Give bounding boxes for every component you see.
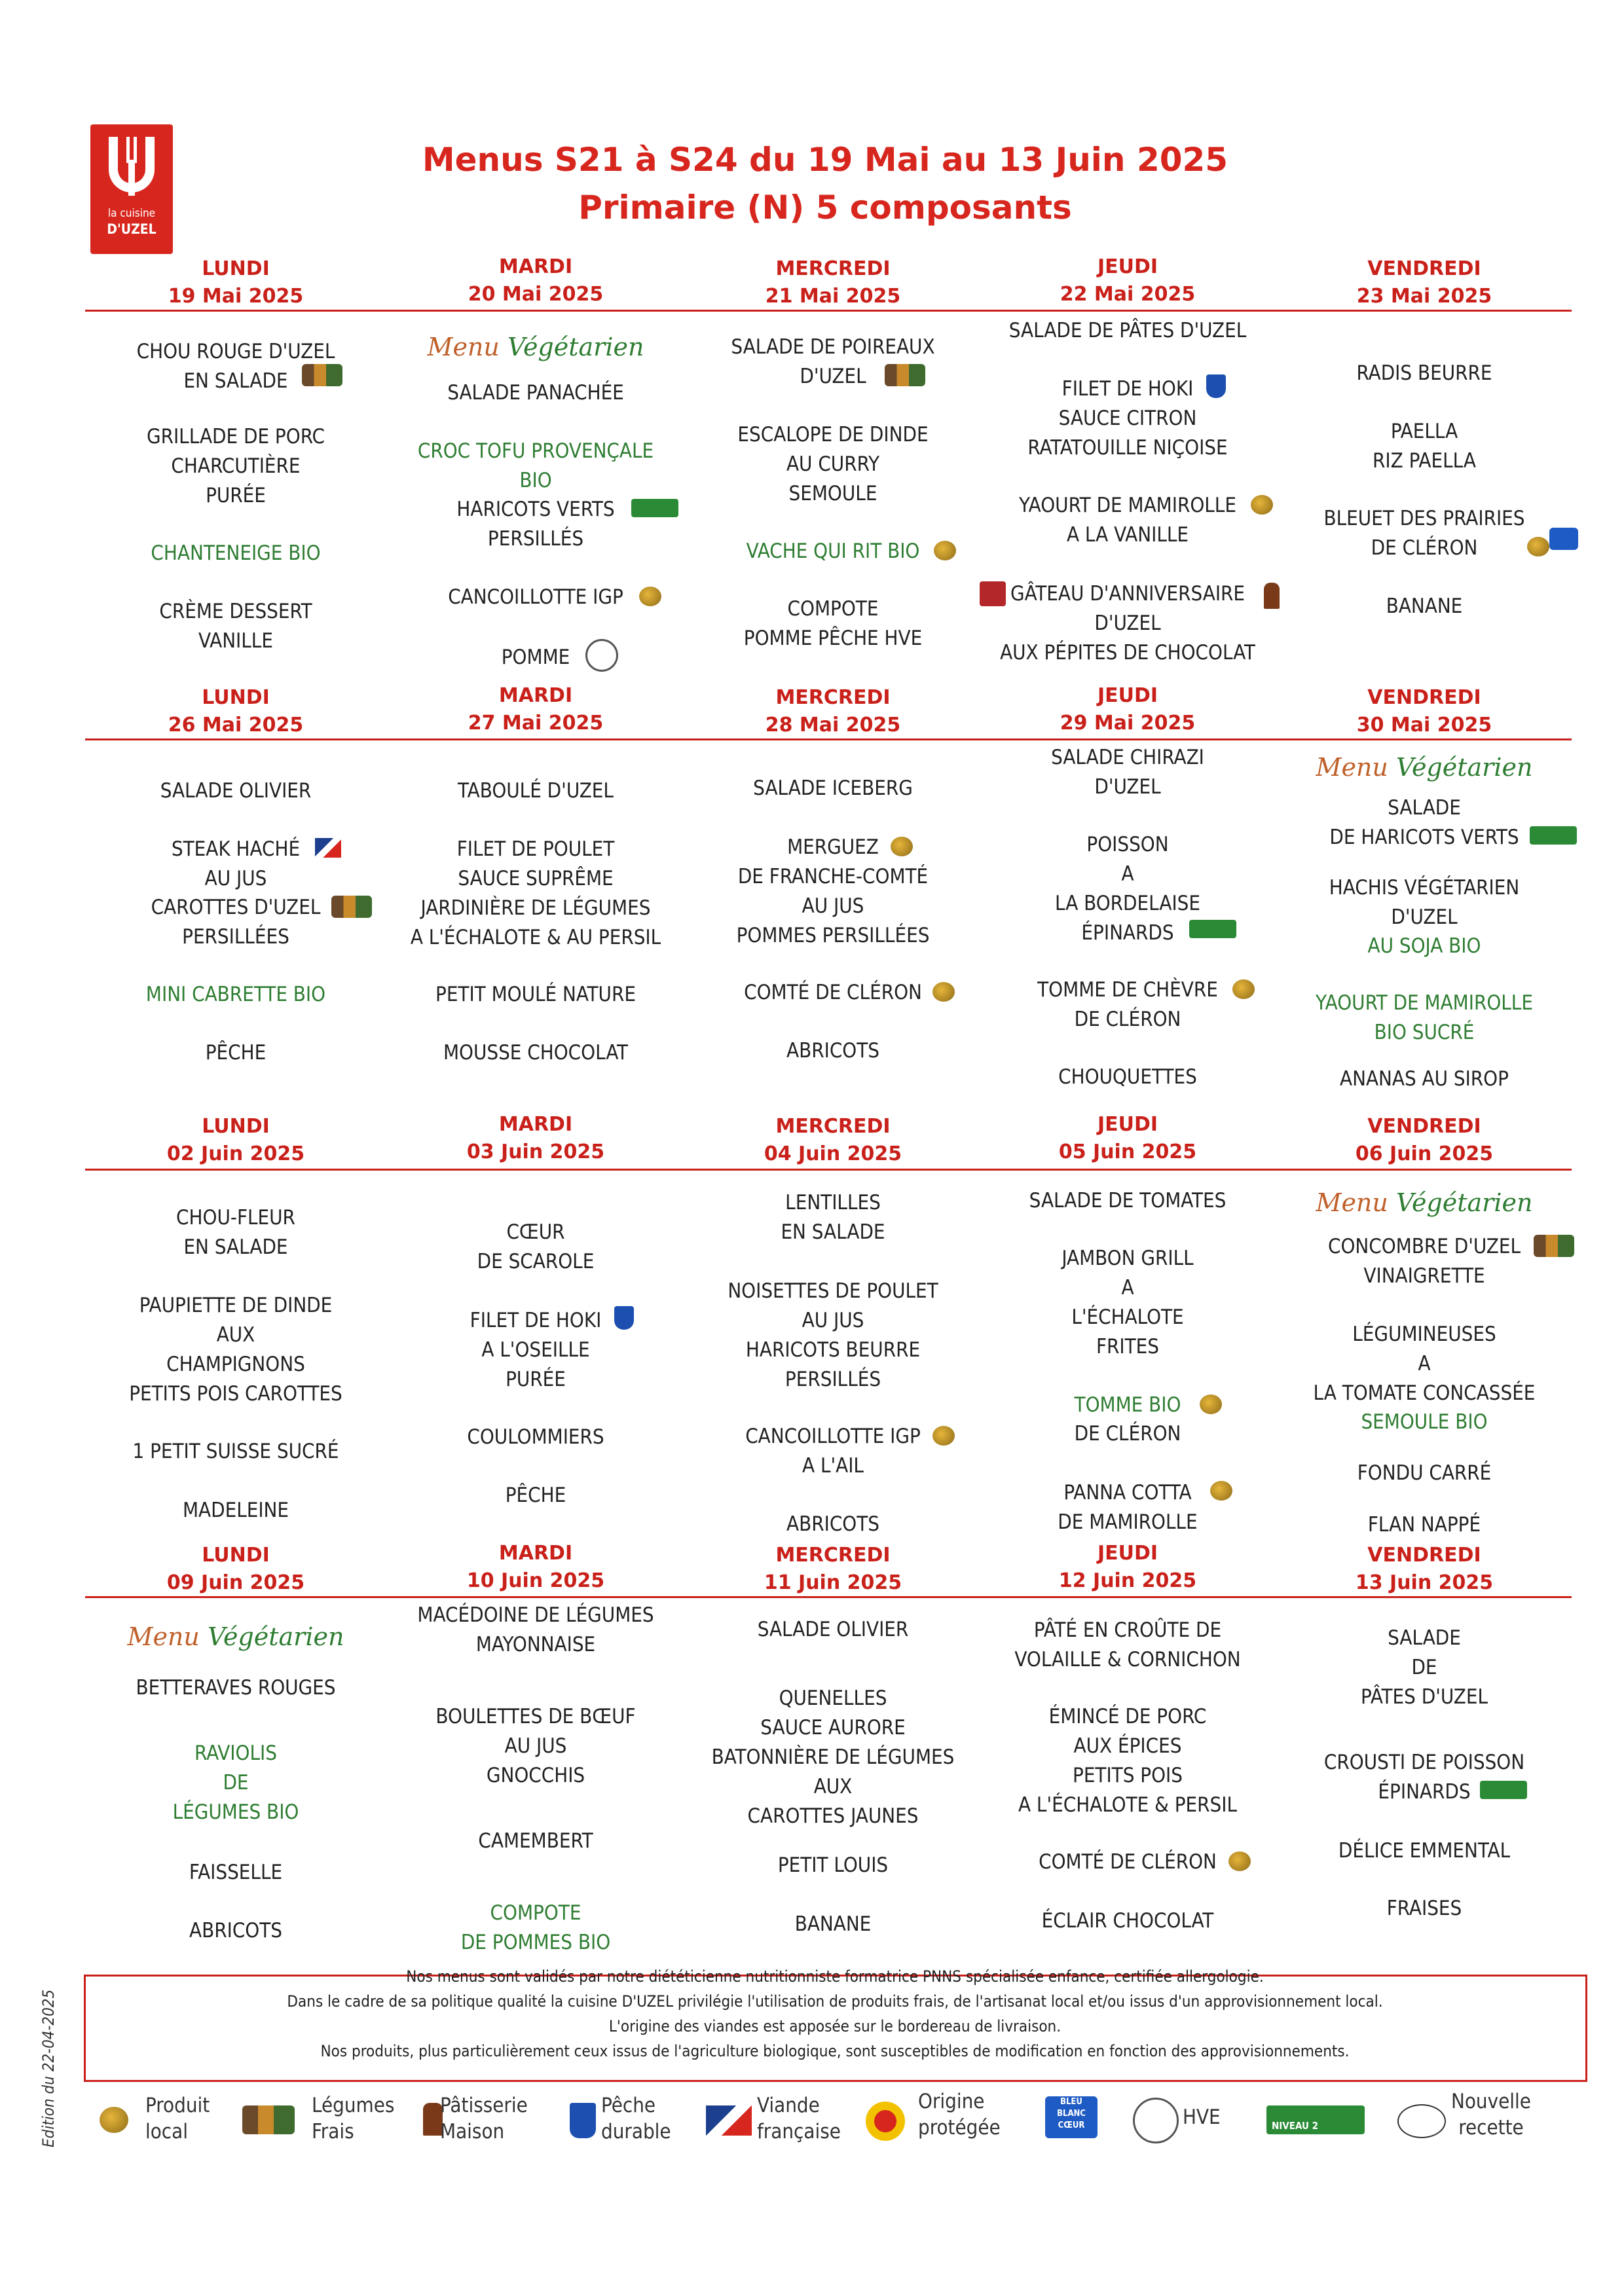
fork-u-icon (102, 134, 161, 196)
day-date: 23 Mai 2025 (1356, 285, 1492, 308)
day-name: MARDI (498, 1113, 573, 1136)
menu-item: SALADE DE PÂTES D'UZEL (1008, 319, 1247, 342)
day-header (695, 255, 970, 310)
day-header (1287, 1542, 1562, 1597)
certification-niveau2-icon: NIVEAU 2 (1266, 2105, 1365, 2134)
week-divider (85, 1596, 1572, 1598)
new-recipe-icon (1397, 2104, 1446, 2138)
day-header (398, 1111, 673, 1166)
note-line: Nos menus sont validés par notre diététicienne nutritionniste formatrice PNNS spécialisée enfance, certifiée allergologie. (406, 1967, 1264, 1986)
menu-item: SAUCE CITRON RATATOUILLE NIÇOISE (1027, 407, 1228, 460)
menu-item: MADELEINE (182, 1499, 289, 1522)
menu-item: DÉLICE EMMENTAL (1338, 1839, 1511, 1863)
french-meat-icon (706, 2105, 752, 2136)
menu-item: SALADE DE POIREAUX D'UZEL (731, 335, 935, 388)
menu-item: COMTÉ DE CLÉRON (1039, 1850, 1217, 1874)
menu-item: BLEUET DES PRAIRIES DE CLÉRON (1323, 507, 1525, 560)
menu-item: HARICOTS VERTS PERSILLÉS (456, 498, 615, 551)
local-product-icon (934, 541, 956, 560)
day-date: 12 Juin 2025 (1058, 1569, 1197, 1592)
logo-text-line2: D'UZEL (107, 221, 157, 237)
menu-item: ÉCLAIR CHOCOLAT (1041, 1909, 1214, 1933)
menu-item: SALADE OLIVIER (757, 1618, 909, 1641)
menu-item: ANANAS AU SIROP (1340, 1067, 1509, 1091)
sustainable-fishing-icon (1206, 374, 1226, 398)
menu-item: PANNA COTTA DE MAMIROLLE (1058, 1481, 1198, 1534)
day-date: 11 Juin 2025 (764, 1571, 902, 1594)
menu-item: RADIS BEURRE (1356, 361, 1492, 385)
local-product-icon (1251, 495, 1273, 515)
menu-item: PAELLA RIZ PAELLA (1373, 420, 1476, 473)
day-date: 09 Juin 2025 (166, 1571, 305, 1594)
menu-vegetarien-label: Menu Végétarien (1316, 1188, 1533, 1217)
day-name: MERCREDI (775, 686, 891, 709)
local-product-icon (1200, 1394, 1222, 1414)
edition-date: Edition du 22-04-2025 (39, 1989, 58, 2147)
menu-item: COMPOTE POMME PÊCHE HVE (743, 597, 923, 650)
fresh-vegetables-icon (242, 2105, 295, 2134)
menu-item: BETTERAVES ROUGES (136, 1676, 336, 1700)
menu-item: COMTÉ DE CLÉRON (744, 981, 922, 1004)
fresh-vegetables-icon (885, 364, 925, 386)
menu-item: CHOU ROUGE D'UZEL EN SALADE (136, 340, 335, 393)
day-name: JEUDI (1097, 684, 1158, 707)
menu-item: TOMME DE CHÈVRE DE CLÉRON (1037, 978, 1218, 1031)
menu-item: LÉGUMINEUSES A LA TOMATE CONCASSÉE (1313, 1322, 1536, 1405)
menu-item: SALADE CHIRAZI D'UZEL (1051, 746, 1204, 799)
day-date: 06 Juin 2025 (1355, 1142, 1494, 1165)
menu-item: POMME (501, 646, 570, 669)
menu-item: CANCOILLOTTE IGP A L'AIL (745, 1425, 921, 1478)
day-header (990, 1540, 1265, 1595)
menu-item: 1 PETIT SUISSE SUCRÉ (132, 1440, 339, 1463)
day-name: LUNDI (202, 1544, 270, 1567)
certification-niveau2-icon (1480, 1781, 1527, 1799)
day-header (1287, 684, 1562, 739)
menu-item: POISSON A LA BORDELAISE ÉPINARDS (1054, 833, 1201, 945)
day-header (98, 1113, 373, 1168)
menu-item: CAMEMBERT (478, 1829, 593, 1853)
menu-item: HACHIS VÉGÉTARIEN D'UZEL (1329, 876, 1520, 929)
day-header (695, 1113, 970, 1168)
menu-item: SALADE DE PÂTES D'UZEL (1361, 1626, 1488, 1709)
week-divider (85, 1169, 1572, 1171)
menu-item: TABOULÉ D'UZEL (458, 779, 614, 803)
day-date: 10 Juin 2025 (466, 1569, 605, 1592)
menu-item: CROUSTI DE POISSON ÉPINARDS (1323, 1751, 1525, 1804)
fresh-vegetables-icon (302, 364, 342, 386)
day-header (1287, 1113, 1562, 1168)
menu-item: CHANTENEIGE BIO (151, 541, 321, 565)
week-divider (85, 310, 1572, 312)
menu-item: CROC TOFU PROVENÇALE BIO (417, 439, 654, 492)
menu-item: PÂTÉ EN CROÛTE DE VOLAILLE & CORNICHON (1014, 1618, 1241, 1671)
day-date: 03 Juin 2025 (466, 1140, 605, 1163)
day-header (398, 682, 673, 737)
menu-item: ÉMINCÉ DE PORC AUX ÉPICES PETITS POIS A L'ÉCHALOTE & PERSIL (1018, 1705, 1238, 1817)
legend-label: Origine protégée (918, 2090, 1001, 2140)
menu-vegetarien-label: Menu Végétarien (1316, 753, 1533, 782)
menu-item: MINI CABRETTE BIO (145, 983, 326, 1006)
certification-niveau2-icon (1189, 920, 1236, 938)
local-product-icon (1210, 1481, 1232, 1501)
homemade-pastry-icon (1264, 583, 1280, 609)
menu-item: PAUPIETTE DE DINDE AUX CHAMPIGNONS PETITS POIS CAROTTES (129, 1294, 342, 1406)
day-date: 22 Mai 2025 (1060, 283, 1196, 306)
menu-item: NOISETTES DE POULET AU JUS HARICOTS BEURRE PERSILLÉS (728, 1279, 938, 1391)
sustainable-fishing-icon (614, 1306, 634, 1330)
menu-item: STEAK HACHÉ AU JUS (171, 837, 301, 890)
note-line: Dans le cadre de sa politique qualité la cuisine D'UZEL privilégie l'utilisation de produits frais, de l'artisanat local et/ou issus d'un approvisionnement local. (287, 1992, 1383, 2011)
day-name: MERCREDI (775, 1544, 891, 1567)
legend-label: Nouvelle recette (1451, 2090, 1531, 2140)
menu-item: MOUSSE CHOCOLAT (443, 1041, 629, 1065)
day-date: 20 Mai 2025 (468, 283, 604, 306)
menu-item: SALADE DE TOMATES (1029, 1189, 1227, 1212)
day-header (990, 253, 1265, 308)
menu-item: COULOMMIERS (467, 1425, 604, 1449)
menu-item: ESCALOPE DE DINDE AU CURRY SEMOULE (737, 423, 929, 505)
french-meat-icon (315, 838, 341, 858)
menu-item: GÂTEAU D'ANNIVERSAIRE D'UZEL AUX PÉPITES DE CHOCOLAT (1000, 582, 1255, 665)
legend-label: Produit local (145, 2094, 210, 2143)
menu-item: CRÈME DESSERT VANILLE (159, 600, 312, 653)
bleu-blanc-coeur-icon (1549, 528, 1578, 550)
local-product-icon (1228, 1851, 1251, 1871)
menu-item: FILET DE POULET SAUCE SUPRÊME JARDINIÈRE DE LÉGUMES A L'ÉCHALOTE & AU PERSIL (410, 837, 661, 949)
day-date: 02 Juin 2025 (166, 1142, 305, 1165)
menu-item: CANCOILLOTTE IGP (448, 585, 623, 609)
legend-label: Pêche durable (601, 2094, 671, 2143)
menu-item: PÊCHE (505, 1484, 566, 1507)
menu-item: CAROTTES D'UZEL PERSILLÉES (151, 896, 321, 949)
menu-item: FONDU CARRÉ (1357, 1461, 1492, 1485)
menu-vegetarien-label: Menu Végétarien (427, 333, 644, 361)
menu-item: GRILLADE DE PORC CHARCUTIÈRE PURÉE (146, 425, 325, 507)
legend-label: HVE (1183, 2105, 1221, 2129)
day-date: 13 Juin 2025 (1355, 1571, 1494, 1594)
day-name: LUNDI (202, 257, 270, 280)
menu-item: ABRICOTS (786, 1512, 879, 1536)
menu-item: ABRICOTS (786, 1039, 879, 1063)
local-product-icon (932, 1426, 955, 1446)
local-product-icon (1527, 537, 1549, 556)
local-product-icon (100, 2107, 128, 2133)
day-header (695, 684, 970, 739)
local-product-icon (932, 982, 955, 1002)
menu-item: PÊCHE (205, 1041, 267, 1065)
logo-text-line1: la cuisine (107, 207, 156, 220)
day-name: VENDREDI (1367, 1115, 1481, 1138)
fresh-vegetables-icon (331, 896, 372, 918)
menu-item: JAMBON GRILL A L'ÉCHALOTE FRITES (1061, 1247, 1194, 1358)
day-name: JEUDI (1097, 255, 1158, 278)
day-name: MARDI (498, 255, 573, 278)
menu-item: DE CLÉRON (1074, 1422, 1181, 1446)
menu-item: PETIT LOUIS (777, 1853, 889, 1877)
bleu-blanc-coeur-icon: BLEU BLANC CŒUR (1045, 2096, 1098, 2138)
day-name: LUNDI (202, 686, 270, 709)
protected-origin-icon (866, 2102, 905, 2141)
day-name: MARDI (498, 684, 573, 707)
day-date: 04 Juin 2025 (764, 1142, 902, 1165)
day-date: 28 Mai 2025 (765, 714, 901, 737)
hve-icon (1133, 2098, 1179, 2143)
local-product-icon (1232, 979, 1255, 999)
day-name: VENDREDI (1367, 1544, 1481, 1567)
day-header (990, 1111, 1265, 1166)
day-header (98, 255, 373, 310)
day-date: 27 Mai 2025 (468, 712, 604, 735)
legend-label: Pâtisserie Maison (440, 2094, 528, 2143)
note-line: Nos produits, plus particulièrement ceux issus de l'agriculture biologique, sont susceptibles de modification en fonction des approvisionnements. (320, 2042, 1350, 2060)
day-date: 05 Juin 2025 (1058, 1140, 1197, 1163)
menu-item: FLAN NAPPÉ (1367, 1513, 1481, 1537)
day-header (98, 1542, 373, 1597)
menu-item: FILET DE HOKI A L'OSEILLE PURÉE (470, 1309, 602, 1391)
menu-item: BANANE (1386, 594, 1463, 618)
menu-item: QUENELLES SAUCE AURORE BATONNIÈRE DE LÉGUMES AUX CAROTTES JAUNES (711, 1686, 955, 1828)
day-date: 26 Mai 2025 (168, 714, 304, 737)
menu-item: FILET DE HOKI (1061, 377, 1194, 401)
menu-item: YAOURT DE MAMIROLLE A LA VANILLE (1019, 494, 1236, 547)
hve-icon (585, 639, 618, 672)
day-header (695, 1542, 970, 1597)
sustainable-fishing-icon (570, 2103, 596, 2138)
local-product-icon (891, 837, 913, 856)
day-name: MARDI (498, 1542, 573, 1565)
day-name: VENDREDI (1367, 686, 1481, 709)
menu-item: TOMME BIO (1074, 1393, 1181, 1417)
menu-item: COMPOTE DE POMMES BIO (460, 1901, 611, 1954)
day-name: JEUDI (1097, 1113, 1158, 1136)
menu-vegetarien-label: Menu Végétarien (127, 1622, 344, 1651)
menu-item: AU SOJA BIO (1367, 934, 1481, 958)
menu-item: CONCOMBRE D'UZEL VINAIGRETTE (1327, 1235, 1521, 1288)
day-header (398, 1540, 673, 1595)
menu-item: BOULETTES DE BŒUF AU JUS GNOCCHIS (435, 1705, 636, 1787)
page-title: Menus S21 à S24 du 19 Mai au 13 Juin 2025 (422, 141, 1228, 179)
menu-item: SEMOULE BIO (1361, 1410, 1488, 1434)
day-date: 19 Mai 2025 (168, 285, 304, 308)
week-divider (85, 738, 1572, 740)
day-header (398, 253, 673, 308)
day-date: 29 Mai 2025 (1060, 712, 1196, 735)
certification-niveau2-icon (631, 499, 678, 517)
menu-item: PETIT MOULÉ NATURE (435, 983, 636, 1006)
legend (96, 2092, 1602, 2164)
certification-niveau2-icon (1530, 826, 1577, 845)
day-name: LUNDI (202, 1115, 270, 1138)
menu-item: CHOUQUETTES (1058, 1065, 1197, 1089)
cuisine-duzel-logo (90, 124, 173, 254)
menu-item: VACHE QUI RIT BIO (746, 539, 920, 563)
day-header (990, 682, 1265, 737)
day-header (98, 684, 373, 739)
page-subtitle: Primaire (N) 5 composants (578, 189, 1072, 227)
menu-item: SALADE ICEBERG (753, 776, 913, 800)
day-name: MERCREDI (775, 257, 891, 280)
legend-label: Viande française (757, 2094, 841, 2143)
menu-item: CŒUR DE SCAROLE (477, 1220, 595, 1273)
menu-item: FRAISES (1386, 1897, 1462, 1920)
menu-item: RAVIOLIS DE LÉGUMES BIO (172, 1741, 299, 1824)
day-header (1287, 255, 1562, 310)
menu-item: ABRICOTS (189, 1919, 282, 1942)
menu-item: CHOU-FLEUR EN SALADE (176, 1206, 295, 1259)
day-name: JEUDI (1097, 1542, 1158, 1565)
menu-item: SALADE PANACHÉE (447, 381, 624, 405)
menu-item: LENTILLES EN SALADE (781, 1191, 885, 1244)
legend-label: Légumes Frais (312, 2094, 395, 2143)
day-name: MERCREDI (775, 1115, 891, 1138)
menu-item: BANANE (794, 1912, 872, 1936)
menu-item: FAISSELLE (189, 1861, 283, 1884)
fresh-vegetables-icon (1534, 1235, 1574, 1257)
day-date: 21 Mai 2025 (765, 285, 901, 308)
day-name: VENDREDI (1367, 257, 1481, 280)
menu-item: MACÉDOINE DE LÉGUMES MAYONNAISE (417, 1603, 654, 1656)
menu-item: SALADE OLIVIER (160, 779, 312, 803)
menu-item: SALADE DE HARICOTS VERTS (1329, 796, 1519, 849)
menu-item: YAOURT DE MAMIROLLE BIO SUCRÉ (1316, 991, 1533, 1044)
day-date: 30 Mai 2025 (1356, 714, 1492, 737)
note-line: L'origine des viandes est apposée sur le bordereau de livraison. (608, 2017, 1061, 2035)
menu-item: MERGUEZ DE FRANCHE-COMTÉ AU JUS POMMES PERSILLÉES (736, 835, 930, 947)
local-product-icon (639, 587, 661, 606)
